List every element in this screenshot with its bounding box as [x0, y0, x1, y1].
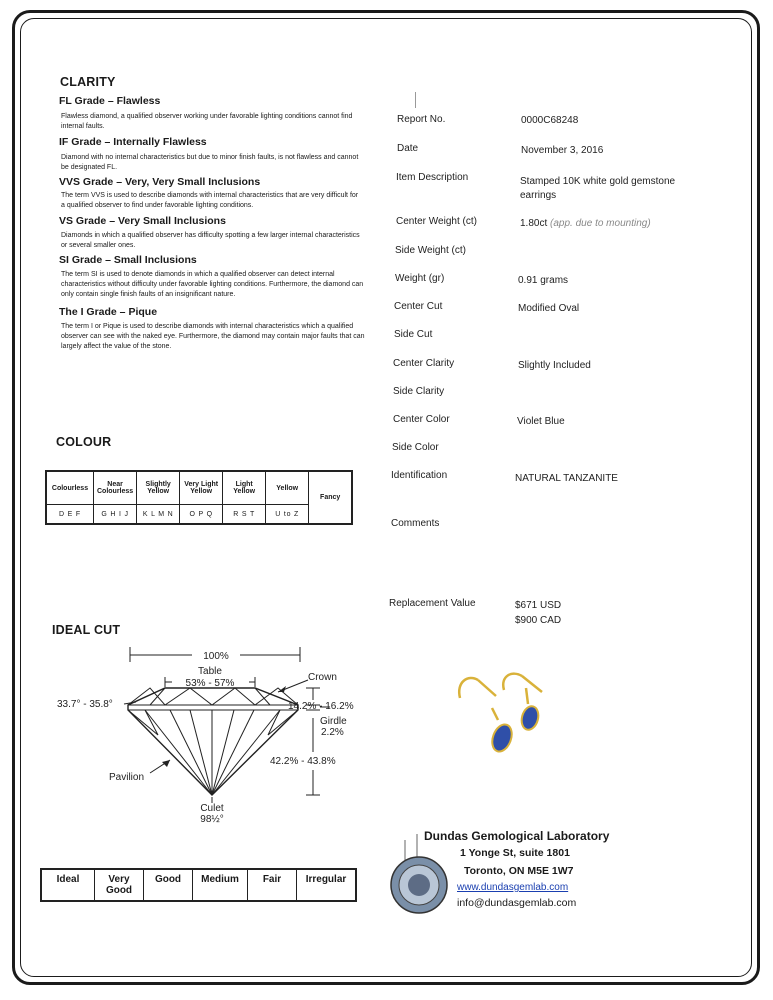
- side-clarity-label: Side Clarity: [393, 386, 445, 397]
- identification-label: Identification: [391, 470, 448, 481]
- item-description-label: Item Description: [396, 172, 469, 183]
- lab-address-line1: 1 Yonge St, suite 1801: [460, 847, 570, 859]
- colour-codes-slightly-yellow: K L M N: [137, 505, 180, 525]
- separator-tick: [415, 92, 416, 108]
- center-color-label: Center Color: [393, 414, 450, 425]
- lab-name: Dundas Gemological Laboratory: [424, 829, 610, 843]
- colour-col-light-yellow: Light Yellow: [223, 471, 266, 505]
- grade-si-title: SI Grade – Small Inclusions: [59, 254, 197, 266]
- label-girdle-pct: 2.2%: [321, 727, 344, 738]
- colour-col-fancy: Fancy: [309, 471, 353, 524]
- item-description-value: Stamped 10K white gold gemstone earrings: [520, 176, 676, 201]
- cut-grade-medium: Medium: [193, 869, 248, 901]
- colour-heading: COLOUR: [56, 435, 112, 449]
- grade-vvs-desc: The term VVS is used to describe diamonds with internal characteristics that are very difficult for a qualified observer to find under favorable lighting conditions.: [61, 192, 359, 209]
- clarity-heading: CLARITY: [60, 75, 116, 89]
- colour-codes-yellow: U to Z: [266, 505, 309, 525]
- label-crown: Crown: [308, 672, 337, 683]
- colour-col-very-light-yellow: Very Light Yellow: [180, 471, 223, 505]
- side-color-label: Side Color: [392, 442, 439, 453]
- colour-codes-near-colourless: G H I J: [94, 505, 137, 525]
- label-crown-height: 14.2% - 16.2%: [288, 701, 354, 712]
- replacement-value-label: Replacement Value: [389, 598, 476, 609]
- center-weight-note: (app. due to mounting): [550, 218, 651, 229]
- grade-if-desc: Diamond with no internal characteristics but due to minor finish faults, is not flawless and cannot be designated FL.: [61, 154, 359, 171]
- label-table: Table: [198, 666, 222, 677]
- cut-grade-table: [40, 868, 357, 902]
- lab-address-line2: Toronto, ON M5E 1W7: [464, 865, 574, 877]
- lab-email: info@dundasgemlab.com: [457, 897, 577, 909]
- ideal-cut-heading: IDEAL CUT: [52, 623, 121, 637]
- left-tanzanite: [489, 722, 515, 754]
- report-no-value: 0000C68248: [521, 115, 579, 126]
- label-pavilion-depth: 42.2% - 43.8%: [270, 756, 336, 767]
- right-tanzanite: [519, 704, 541, 731]
- weight-value: 0.91 grams: [518, 275, 569, 286]
- colour-col-near-colourless: Near Colourless: [94, 471, 137, 505]
- grade-i-title: The I Grade – Pique: [59, 306, 158, 318]
- date-value: November 3, 2016: [521, 145, 604, 156]
- center-weight-label: Center Weight (ct): [396, 216, 477, 227]
- grade-vs-title: VS Grade – Very Small Inclusions: [59, 215, 226, 227]
- pavilion-arrowhead: [162, 760, 170, 767]
- weight-label: Weight (gr): [395, 273, 445, 284]
- colour-col-slightly-yellow: Slightly Yellow: [137, 471, 180, 505]
- grade-i-desc: The term I or Pique is used to describe diamonds with internal characteristics which a qualified observer can see with the naked eye. Furthermore, the diamond may contain major faults that can largely affect the value of the stone.: [61, 323, 365, 350]
- center-weight-value: [520, 218, 651, 229]
- colour-codes-very-light-yellow: O P Q: [180, 505, 223, 525]
- lab-website-link[interactable]: www.dundasgemlab.com: [457, 882, 569, 893]
- colour-col-yellow: Yellow: [266, 471, 309, 505]
- replacement-cad: $900 CAD: [515, 615, 562, 626]
- colour-col-colourless: Colourless: [46, 471, 94, 505]
- side-weight-label: Side Weight (ct): [395, 245, 466, 256]
- label-table-range: 53% - 57%: [185, 678, 235, 689]
- grade-vs-desc: Diamonds in which a qualified observer has difficulty spotting a few larger internal characteristics or several smaller ones.: [61, 232, 360, 249]
- left-hoop-post: [478, 680, 496, 696]
- grade-fl-title: FL Grade – Flawless: [59, 95, 161, 107]
- grade-if-title: IF Grade – Internally Flawless: [59, 136, 207, 148]
- replacement-usd: $671 USD: [515, 600, 562, 611]
- right-hoop: [503, 674, 522, 690]
- comments-label: Comments: [391, 518, 440, 529]
- label-girdle: Girdle: [320, 716, 347, 727]
- cut-grade-very-good: Very Good: [95, 869, 144, 901]
- right-drop-wire: [526, 688, 528, 704]
- center-clarity-value: Slightly Included: [518, 360, 591, 371]
- colour-scale-table: [45, 470, 353, 525]
- label-width: 100%: [203, 651, 229, 662]
- cut-grade-good: Good: [144, 869, 193, 901]
- grade-vvs-title: VVS Grade – Very, Very Small Inclusions: [59, 176, 261, 188]
- left-hoop: [459, 678, 478, 698]
- label-culet-pct: 98½°: [200, 814, 224, 825]
- cut-grade-irregular: Irregular: [297, 869, 357, 901]
- label-pavilion: Pavilion: [109, 772, 145, 783]
- cut-grade-fair: Fair: [248, 869, 297, 901]
- center-cut-label: Center Cut: [394, 301, 443, 312]
- side-cut-label: Side Cut: [394, 329, 433, 340]
- center-color-value: Violet Blue: [517, 416, 565, 427]
- report-no-label: Report No.: [397, 114, 446, 125]
- label-crown-angle: 33.7° - 35.8°: [57, 699, 113, 710]
- date-label: Date: [397, 143, 419, 154]
- earrings-photo: [438, 668, 548, 768]
- colour-codes-colourless: D E F: [46, 505, 94, 525]
- grade-fl-desc: Flawless diamond, a qualified observer working under favorable lighting conditions cannot find internal faults.: [61, 113, 353, 130]
- left-drop-wire: [492, 708, 498, 720]
- identification-value: NATURAL TANZANITE: [515, 473, 618, 484]
- label-culet: Culet: [200, 803, 224, 814]
- center-weight-amount: 1.80ct: [520, 218, 548, 229]
- center-cut-value: Modified Oval: [518, 303, 580, 314]
- colour-codes-light-yellow: R S T: [223, 505, 266, 525]
- diamond-proportion-diagram: [40, 640, 380, 830]
- cut-grade-ideal: Ideal: [41, 869, 95, 901]
- grade-si-desc: The term SI is used to denote diamonds in which a qualified observer can detect internal characteristics without difficulty under favorable lighting conditions. Furthermore, the diamond can only contain single finish faults of an insignificant nature.: [61, 271, 364, 298]
- center-clarity-label: Center Clarity: [393, 358, 455, 369]
